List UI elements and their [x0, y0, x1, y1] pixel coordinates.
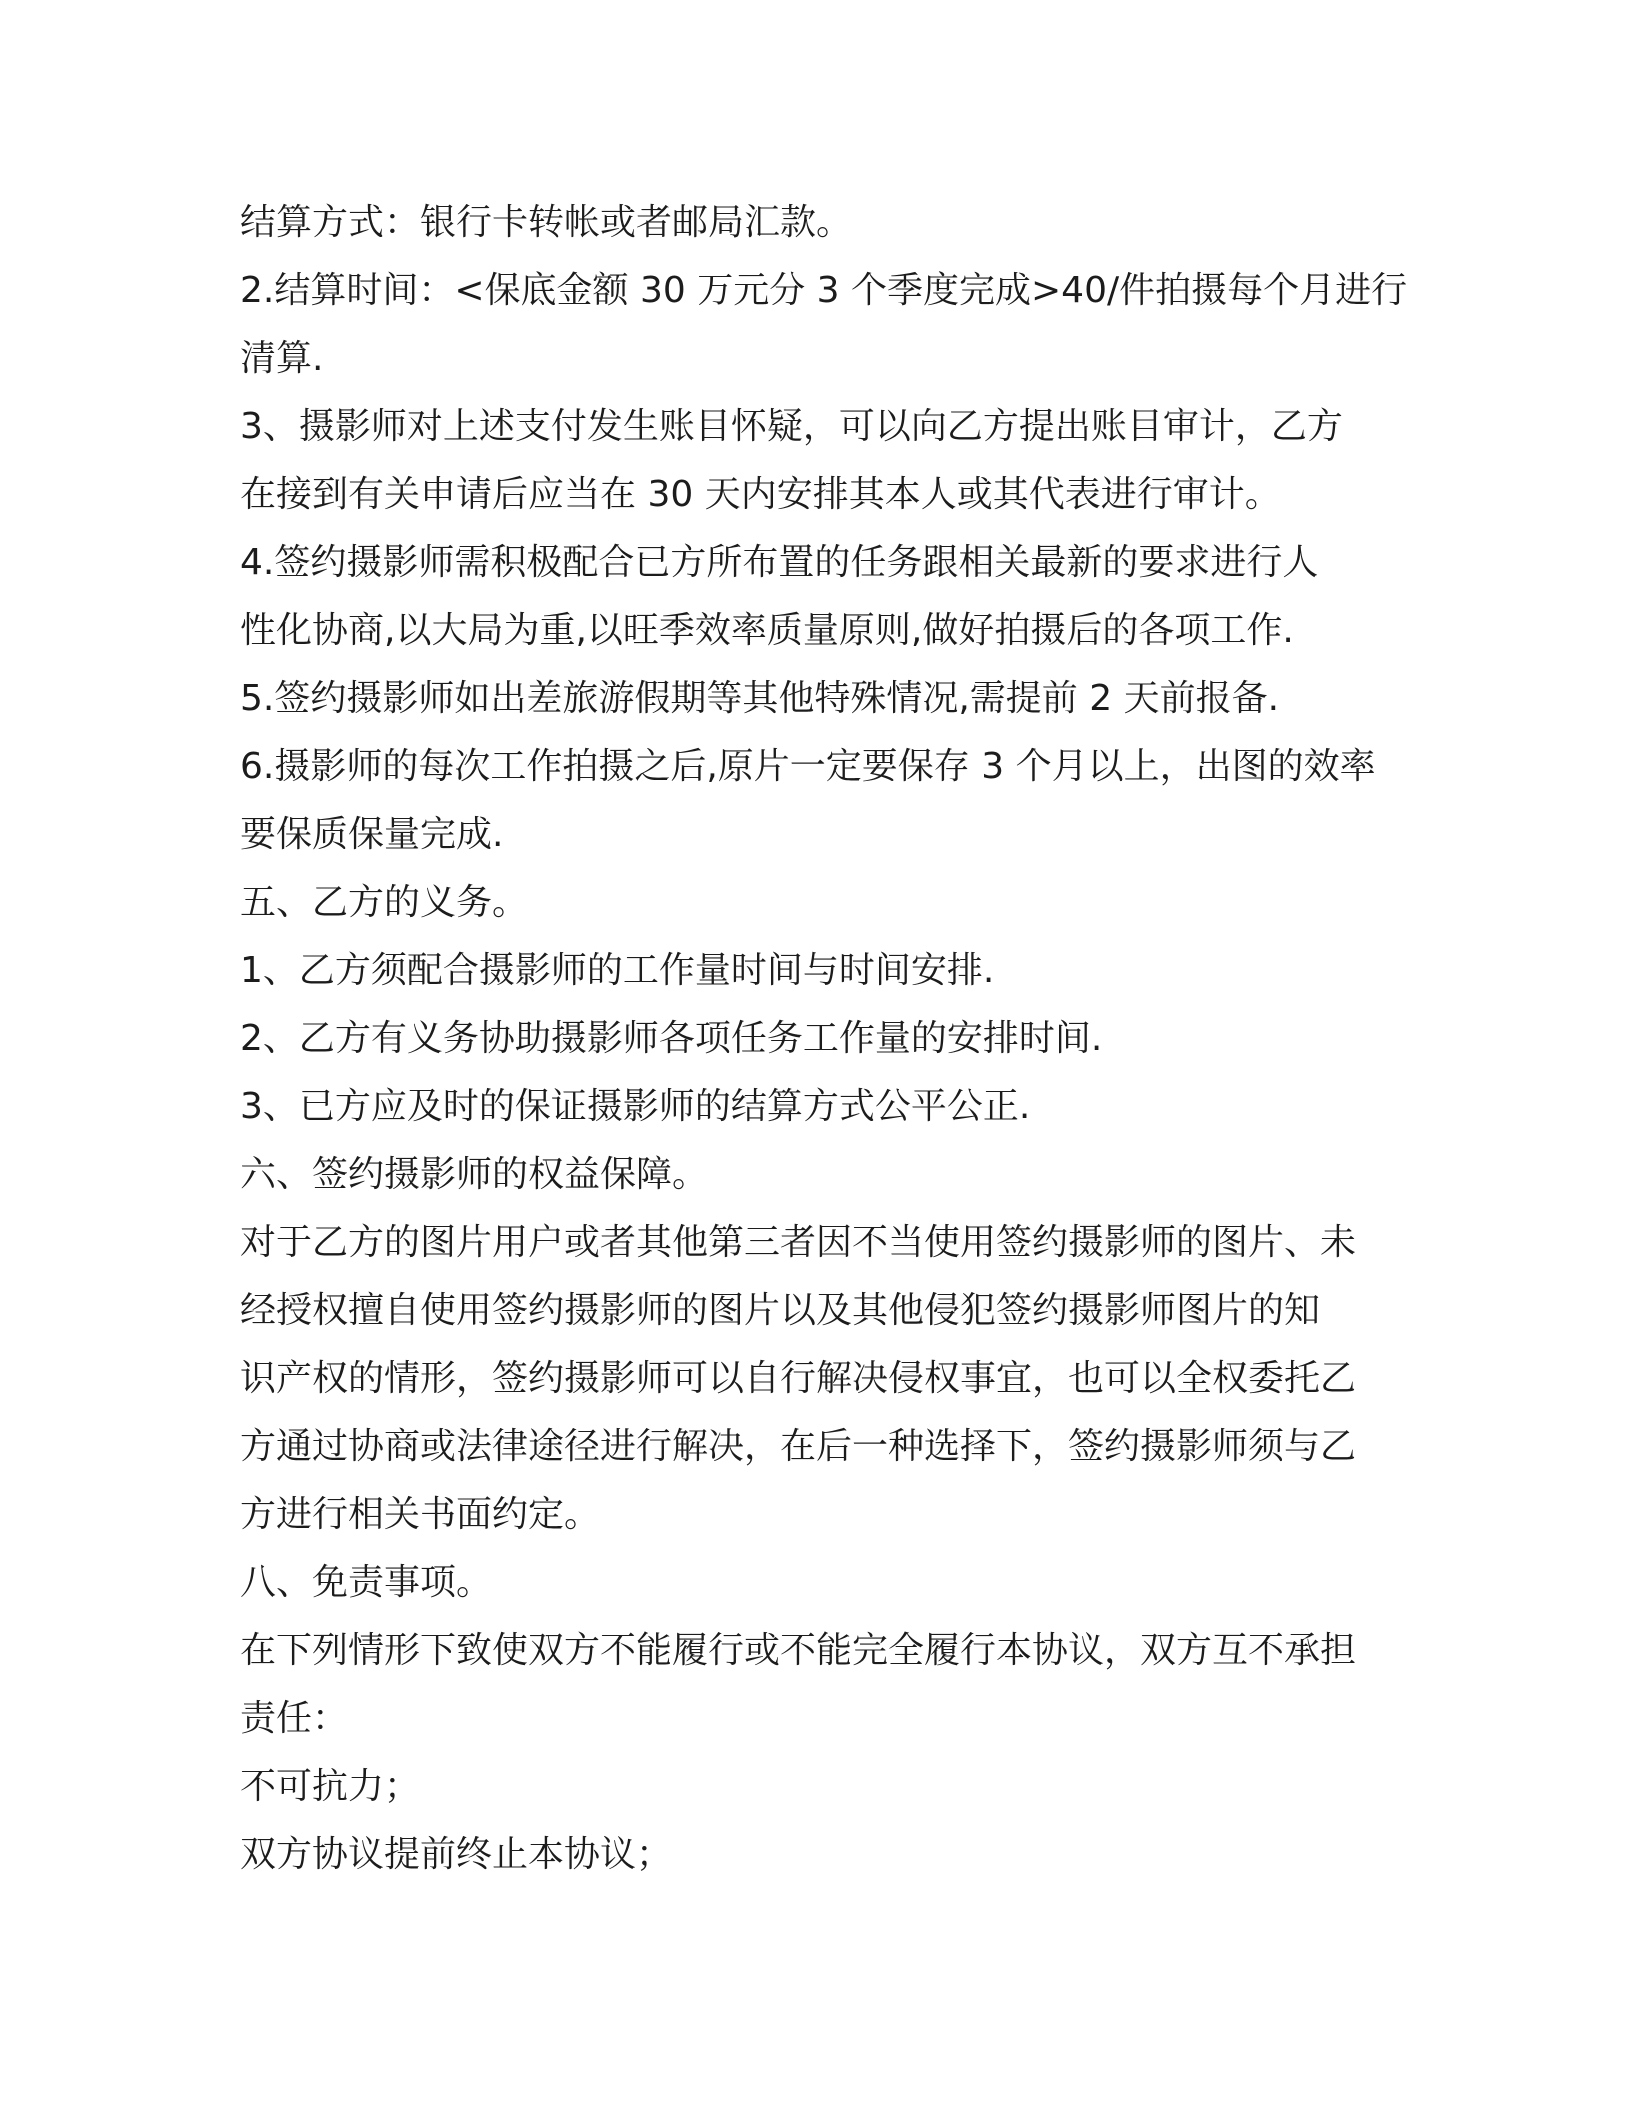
text-line: 经授权擅自使用签约摄影师的图片以及其他侵犯签约摄影师图片的知	[240, 1290, 1321, 1331]
text-line: 清算.	[240, 338, 324, 379]
text-line: 不可抗力；	[240, 1766, 421, 1807]
text-line: 4.签约摄影师需积极配合已方所布置的任务跟相关最新的要求进行人	[240, 542, 1319, 583]
text-line: 结算方式：银行卡转帐或者邮局汇款。	[240, 202, 853, 243]
text-line: 双方协议提前终止本协议；	[240, 1834, 673, 1875]
text-line: 6.摄影师的每次工作拍摄之后,原片一定要保存 3 个月以上，出图的效率	[240, 746, 1376, 787]
text-line: 1、乙方须配合摄影师的工作量时间与时间安排.	[240, 950, 995, 991]
section-heading: 六、签约摄影师的权益保障。	[240, 1154, 709, 1195]
text-line: 对于乙方的图片用户或者其他第三者因不当使用签约摄影师的图片、未	[240, 1222, 1357, 1263]
section-heading: 八、免责事项。	[240, 1562, 493, 1603]
document-body	[240, 189, 1408, 1889]
text-line: 3、已方应及时的保证摄影师的结算方式公平公正.	[240, 1086, 1031, 1127]
text-line: 要保质保量完成.	[240, 814, 504, 855]
text-line: 在下列情形下致使双方不能履行或不能完全履行本协议，双方互不承担	[240, 1630, 1357, 1671]
text-line: 责任：	[240, 1698, 349, 1739]
text-line: 2.结算时间：<保底金额 30 万元分 3 个季度完成>40/件拍摄每个月进行	[240, 270, 1408, 311]
text-line: 识产权的情形，签约摄影师可以自行解决侵权事宜，也可以全权委托乙	[240, 1358, 1357, 1399]
text-line: 在接到有关申请后应当在 30 天内安排其本人或其代表进行审计。	[240, 474, 1281, 515]
text-line: 方通过协商或法律途径进行解决，在后一种选择下，签约摄影师须与乙	[240, 1426, 1357, 1467]
text-line: 性化协商,以大局为重,以旺季效率质量原则,做好拍摄后的各项工作.	[240, 610, 1294, 651]
text-line: 5.签约摄影师如出差旅游假期等其他特殊情况,需提前 2 天前报备.	[240, 678, 1280, 719]
text-line: 方进行相关书面约定。	[240, 1494, 601, 1535]
section-heading: 五、乙方的义务。	[240, 882, 529, 923]
text-line: 2、乙方有义务协助摄影师各项任务工作量的安排时间.	[240, 1018, 1103, 1059]
text-line: 3、摄影师对上述支付发生账目怀疑，可以向乙方提出账目审计，乙方	[240, 406, 1343, 447]
